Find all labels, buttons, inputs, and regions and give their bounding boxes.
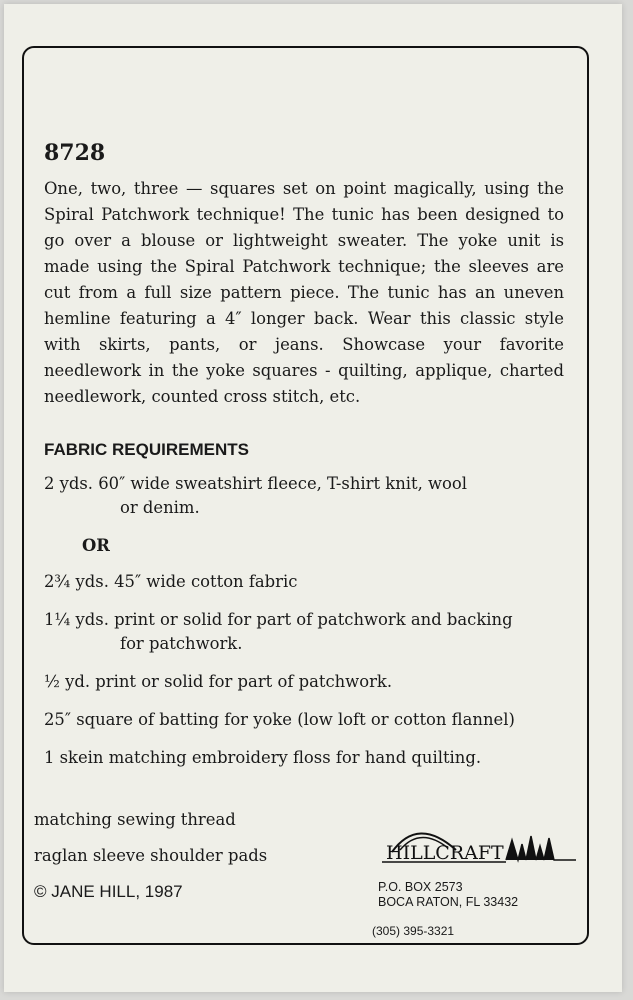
- requirement-item: ½ yd. print or solid for part of patchwork.: [44, 672, 393, 691]
- fabric-requirements-heading: FABRIC REQUIREMENTS: [44, 440, 249, 459]
- shoulder-pads-note: raglan sleeve shoulder pads: [34, 846, 268, 865]
- address-line: P.O. BOX 2573: [378, 880, 463, 894]
- main-content: [44, 140, 564, 784]
- requirement-item: 1 skein matching embroidery floss for hand quilting.: [44, 748, 482, 767]
- tree-line-icon: [506, 836, 576, 860]
- requirement-item: 2¾ yds. 45″ wide cotton fabric: [44, 572, 298, 591]
- requirement-continuation: or denim.: [120, 498, 200, 517]
- requirement-item: [44, 472, 564, 520]
- address-line: BOCA RATON, FL 33432: [378, 895, 519, 909]
- pattern-description: One, two, three — squares set on point magically, using the Spiral Patchwork technique! The tunic has been designed to go over a blouse or lightweight sweater. The yoke unit is made using the Spiral Patchwork technique; the sleeves are cut from a full size pattern piece. The tunic has an uneven hemline featuring a 4″ longer back. Wear this classic style with skirts, pants, or jeans. Showcase your favorite needlework in the yoke squares - quilting, applique, charted needlework, counted cross stitch, etc.: [44, 179, 564, 406]
- extra-notions: [34, 808, 267, 916]
- requirement-item: 25″ square of batting for yoke (low loft or cotton flannel): [44, 710, 515, 729]
- requirement-line: 2 yds. 60″ wide sweatshirt fleece, T-shirt knit, wool: [44, 474, 468, 493]
- company-phone: (305) 395-3321: [366, 924, 460, 938]
- hillcraft-logo: [378, 822, 578, 872]
- sewing-thread-note: matching sewing thread: [34, 810, 236, 829]
- requirement-item: [44, 608, 564, 656]
- company-address: [378, 880, 518, 910]
- or-label: OR: [82, 536, 110, 555]
- logo-text: HILLCRAFT: [386, 842, 504, 864]
- requirement-continuation: for patchwork.: [120, 634, 243, 653]
- copyright-notice: © JANE HILL, 1987: [34, 882, 183, 901]
- requirement-line: 1¼ yds. print or solid for part of patchwork and backing: [44, 610, 513, 629]
- pattern-number: 8728: [44, 140, 106, 166]
